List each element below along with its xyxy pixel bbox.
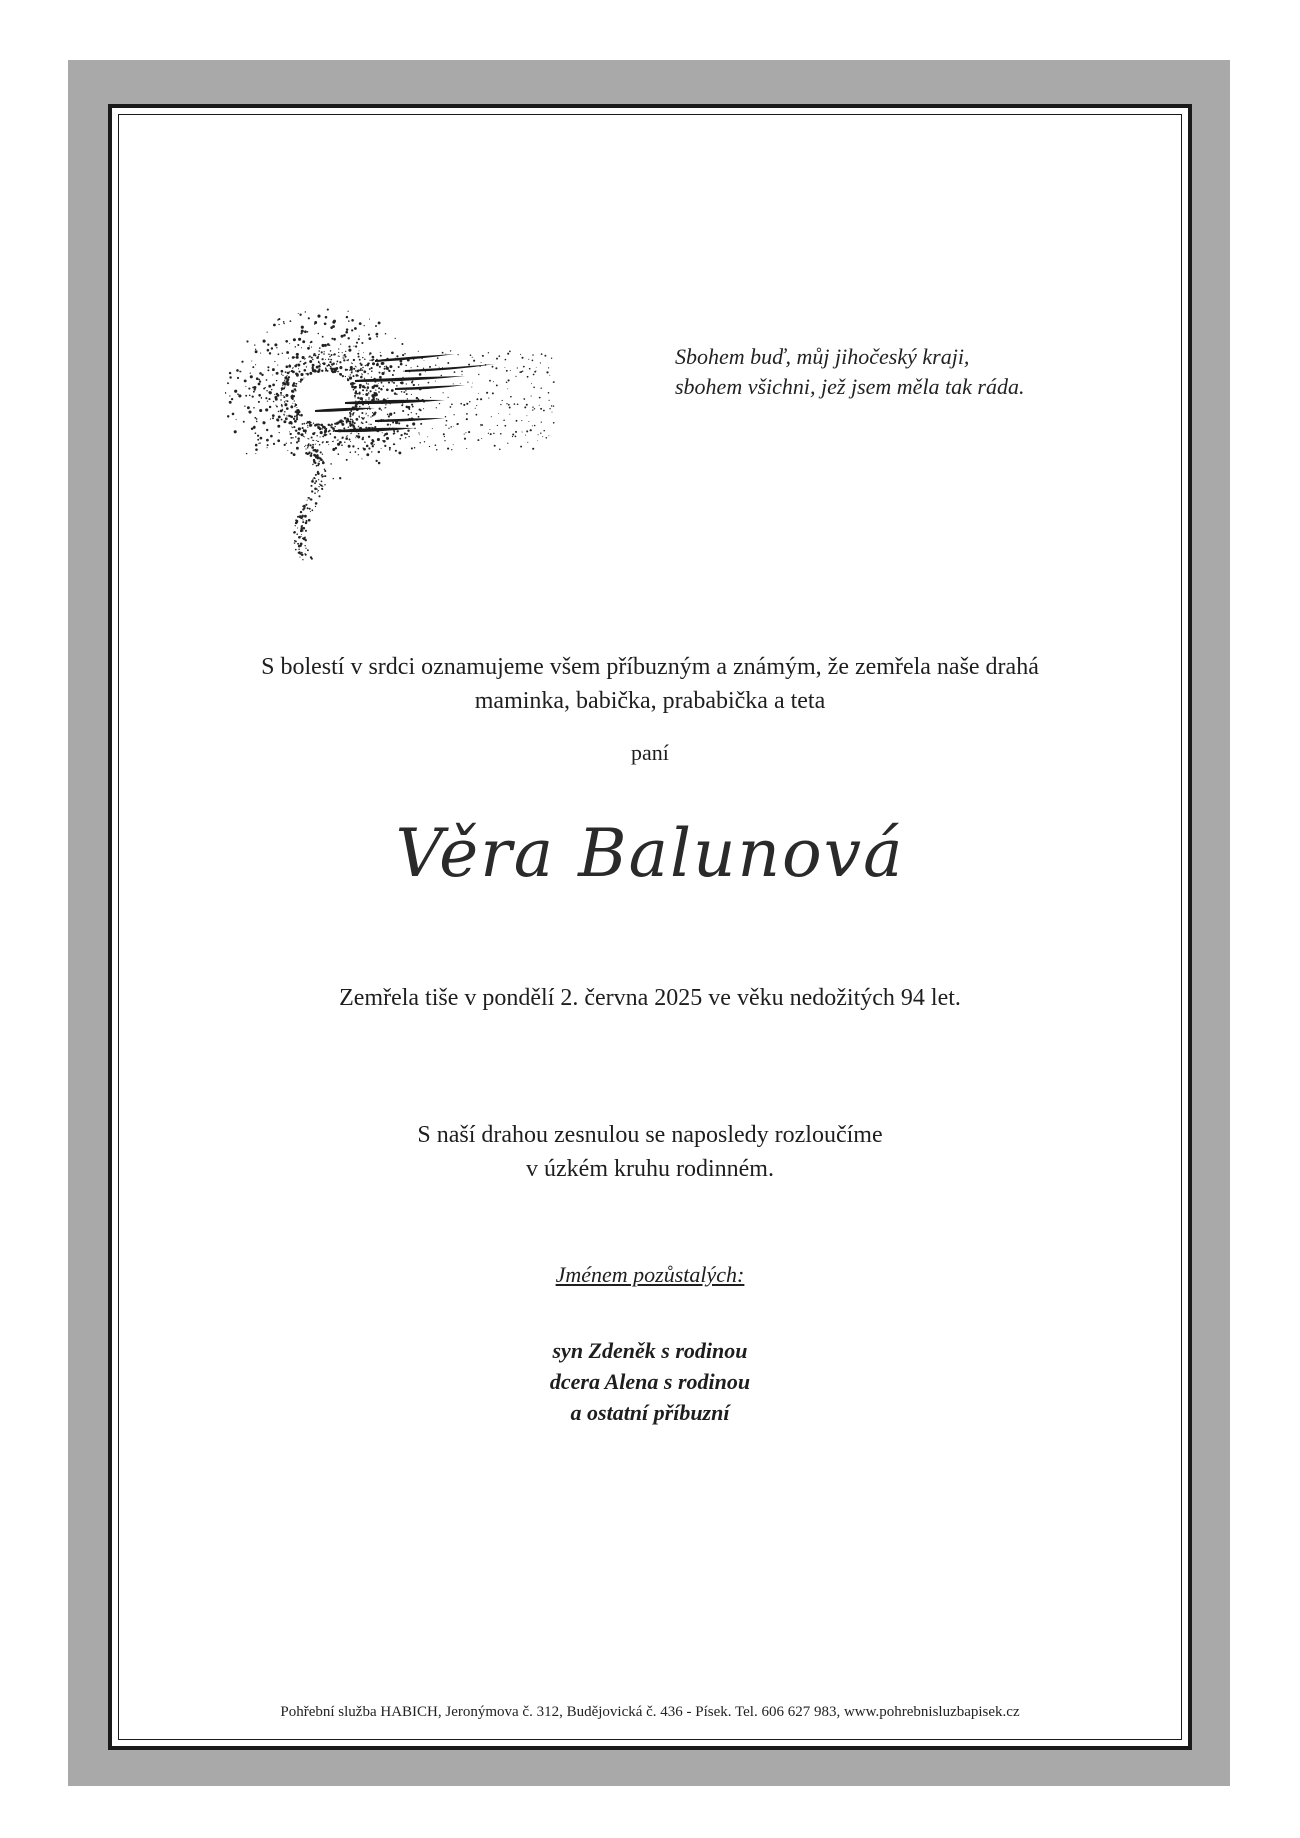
behalf-heading: Jménem pozůstalých:	[555, 1262, 745, 1287]
sun-setting-over-water-icon	[225, 270, 585, 590]
farewell-notice	[130, 1118, 1170, 1186]
mourners-list	[130, 1335, 1170, 1428]
farewell-line-2: v úzkém kruhu rodinném.	[526, 1156, 774, 1182]
mourner-item: syn Zdeněk s rodinou	[552, 1338, 748, 1363]
mourner-item: a ostatní příbuzní	[570, 1400, 730, 1425]
honorific: paní	[631, 740, 669, 765]
announcement-line-1: S bolestí v srdci oznamujeme všem příbuzným a známým, že zemřela naše drahá	[261, 654, 1039, 680]
quote-line-1: Sbohem buď, můj jihočeský kraji,	[675, 344, 970, 369]
mourner-item: dcera Alena s rodinou	[549, 1369, 751, 1394]
deceased-name: Věra Balunová	[395, 815, 905, 892]
announcement	[130, 650, 1170, 718]
farewell-line-1: S naší drahou zesnulou se naposledy rozloučíme	[417, 1122, 883, 1148]
poem-quote	[675, 342, 1025, 402]
announcement-line-2: maminka, babička, prababička a teta	[474, 688, 826, 714]
quote-line-2: sbohem všichni, jež jsem měla tak ráda.	[675, 374, 1025, 399]
funeral-service-footer: Pohřební služba HABICH, Jeronýmova č. 312, Budějovická č. 436 - Písek. Tel. 606 627 983, www.pohrebnisluzbapisek.cz	[280, 1704, 1020, 1720]
death-notice: Zemřela tiše v pondělí 2. června 2025 ve věku nedožitých 94 let.	[339, 985, 961, 1011]
